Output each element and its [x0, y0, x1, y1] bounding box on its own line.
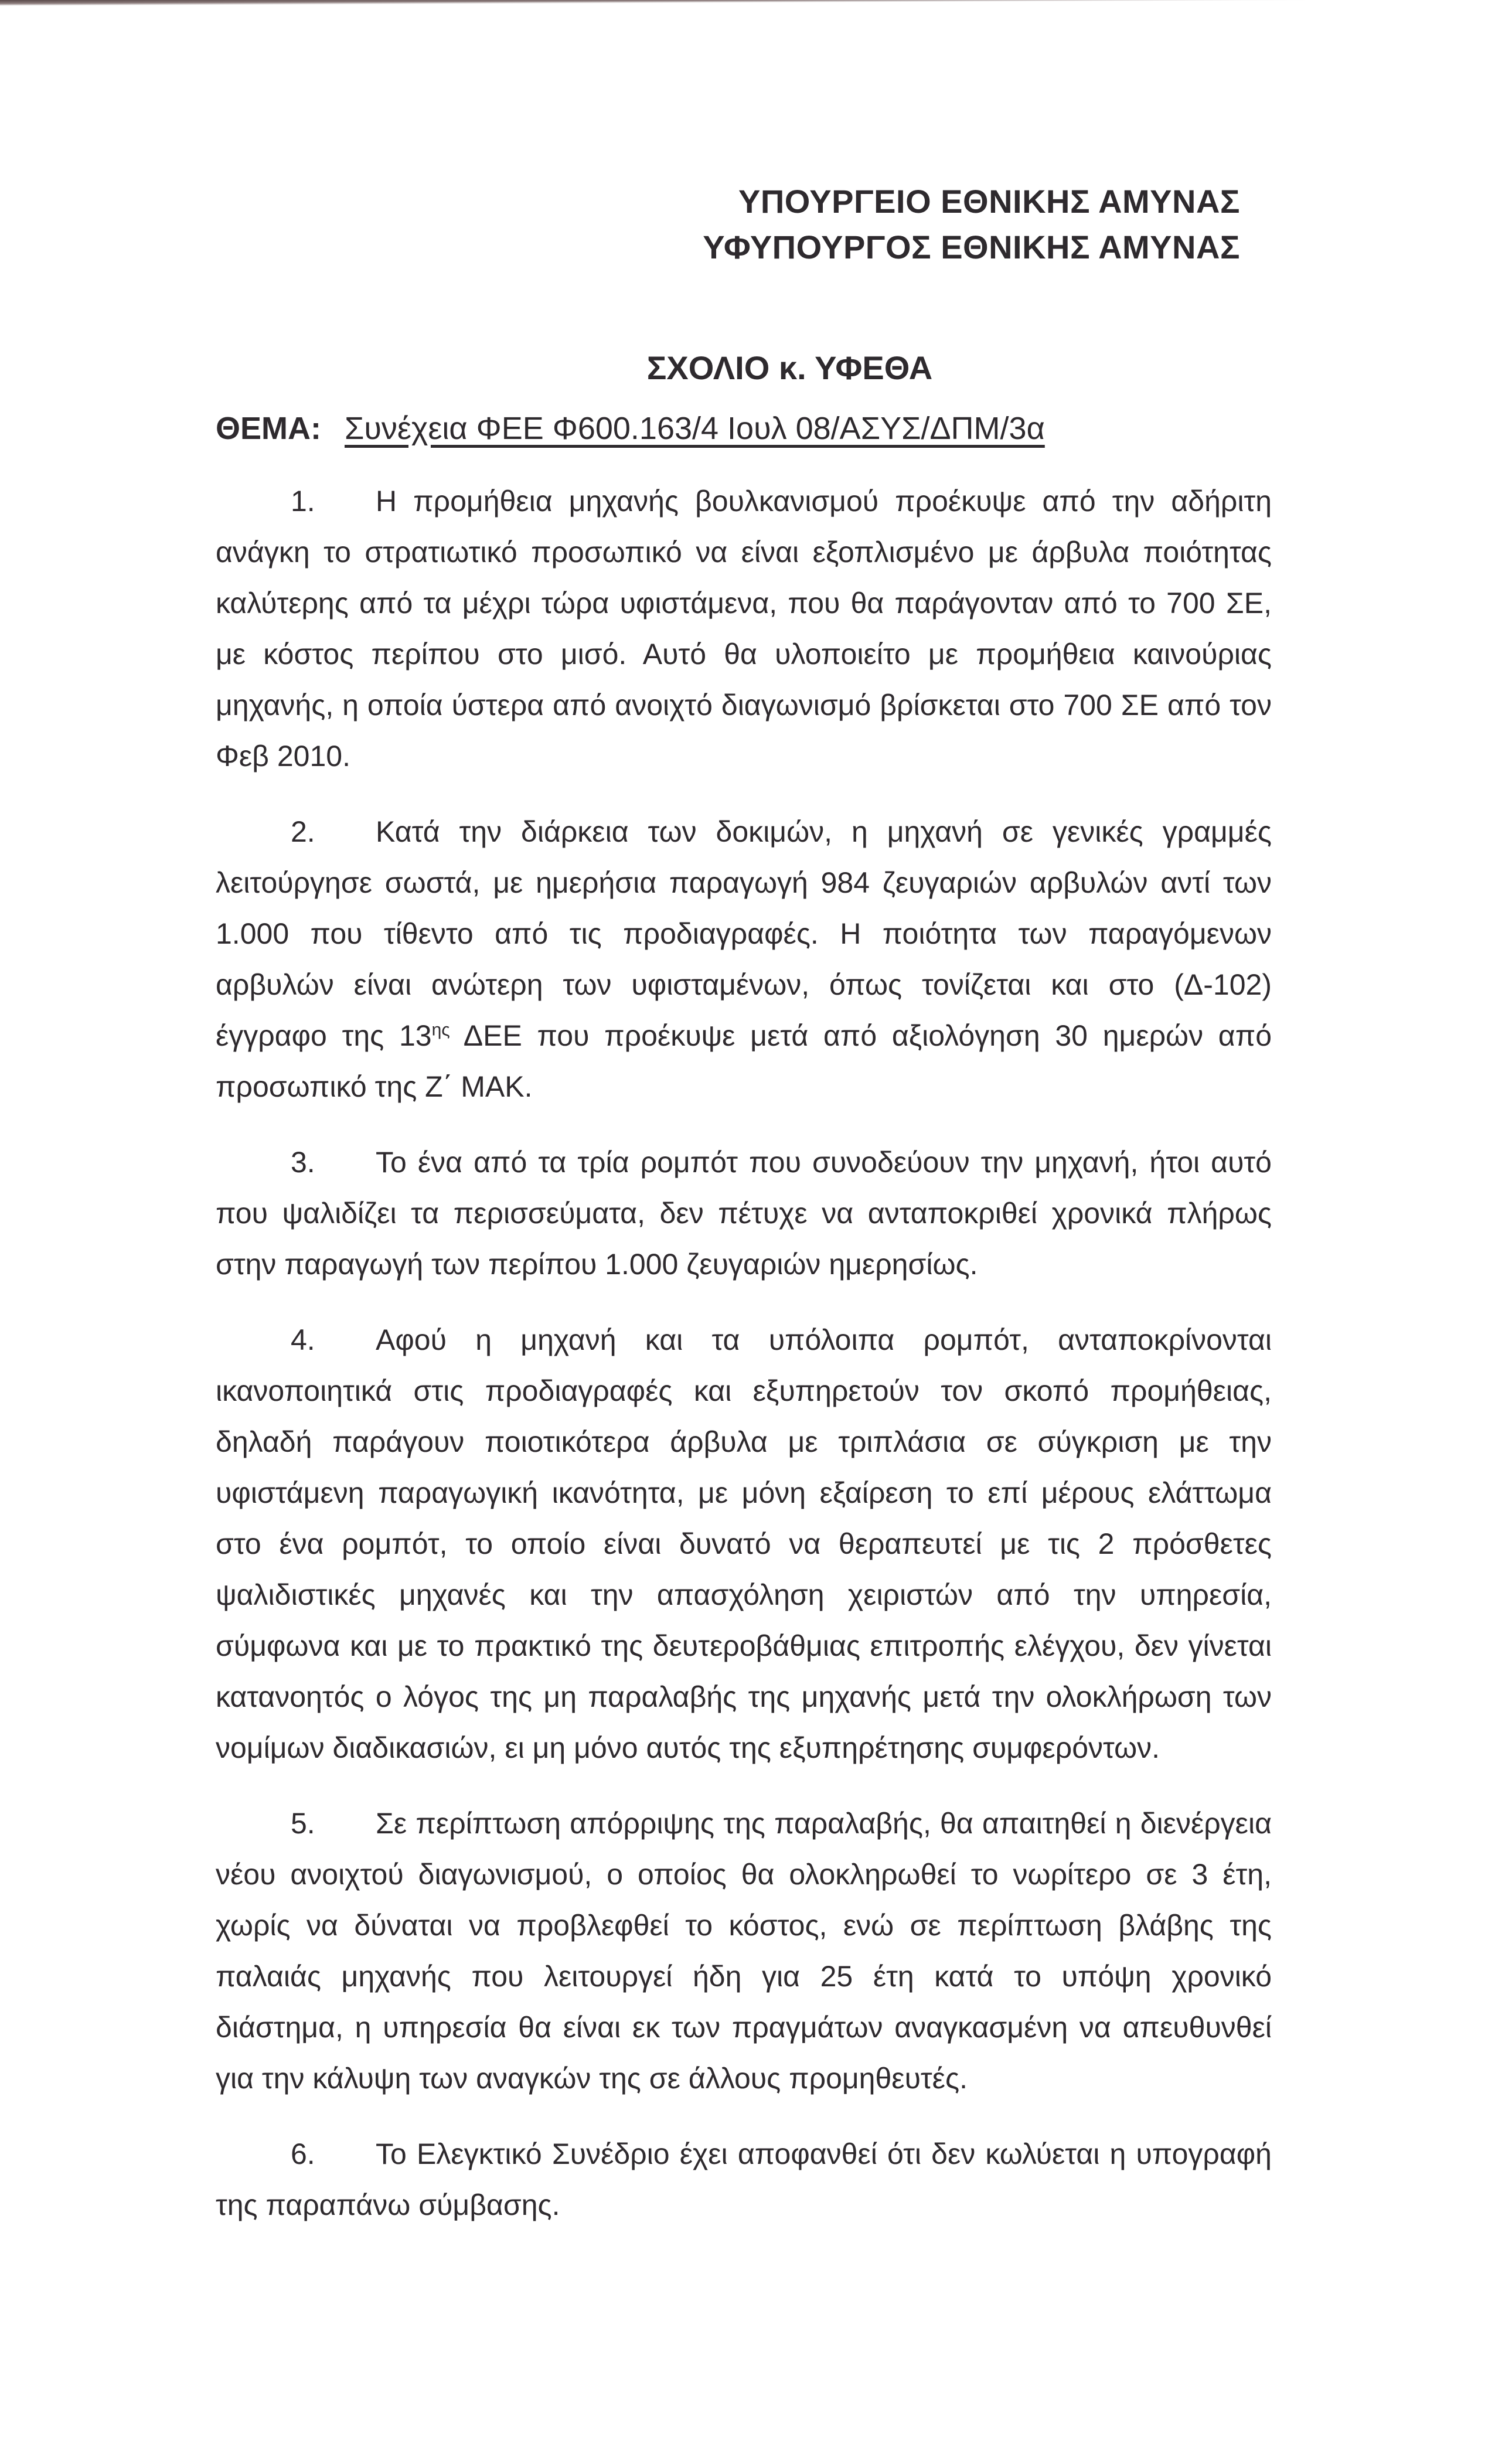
paragraph-text: Κατά την διάρκεια των δοκιμών, η μηχανή σε γενικές γραμμές λειτούργησε σωστά, με ημερήσια παραγωγή 984 ζευγαριών αρβυλών αντί των 1.000 που τίθεντο από τις προδιαγραφές. Η ποιότητα των παραγόμενων αρβυλών είναι ανώτερη των υφισταμένων, όπως τονίζεται και στο (Δ-102) έγγραφο της 13 [216, 815, 1272, 1052]
paragraph-text: Το Ελεγκτικό Συνέδριο έχει αποφανθεί ότι δεν κωλύεται η υπογραφή της παραπάνω σύμβασης. [216, 2138, 1272, 2221]
paragraph-2 [216, 806, 1272, 1112]
scan-top-edge [0, 0, 1495, 6]
ministry-name: ΥΠΟΥΡΓΕΙΟ ΕΘΝΙΚΗΣ ΑΜΥΝΑΣ [738, 183, 1240, 220]
paragraph-number: 2. [291, 815, 315, 848]
paragraph-text: Η προμήθεια μηχανής βουλκανισμού προέκυψε από την αδήριτη ανάγκη το στρατιωτικό προσωπικό να είναι εξοπλισμένο με άρβυλα ποιότητας καλύτερης από τα μέχρι τώρα υφιστάμενα, που θα παράγονταν από το 700 ΣΕ, με κόστος περίπου στο μισό. Αυτό θα υλοποιείτο με προμήθεια καινούριας μηχανής, η οποία ύστερα από ανοιχτό διαγωνισμό βρίσκεται στο 700 ΣΕ από τον Φεβ 2010. [216, 485, 1272, 772]
paragraph-number: 1. [291, 485, 315, 518]
paragraph-3 [216, 1137, 1272, 1290]
paragraph-5 [216, 1798, 1272, 2104]
subject-line [216, 410, 1045, 447]
subject-label: ΘΕΜΑ: [216, 411, 321, 446]
paragraph-text: Το ένα από τα τρία ρομπότ που συνοδεύουν την μηχανή, ήτοι αυτό που ψαλιδίζει τα περισσεύματα, δεν πέτυχε να ανταποκριθεί χρονικά πλήρως στην παραγωγή των περίπου 1.000 ζευγαριών ημερησίως. [216, 1146, 1272, 1281]
ordinal-superscript: ης [431, 1020, 450, 1040]
paragraph-text: Αφού η μηχανή και τα υπόλοιπα ρομπότ, ανταποκρίνονται ικανοποιητικά στις προδιαγραφές και εξυπηρετούν τον σκοπό προμήθειας, δηλαδή παράγουν ποιοτικότερα άρβυλα με τριπλάσια σε σύγκριση με την υφιστάμενη παραγωγική ικανότητα, με μόνη εξαίρεση το επί μέρους ελάττωμα στο ένα ρομπότ, το οποίο είναι δυνατό να θεραπευτεί με τις 2 πρόσθετες ψαλιδιστικές μηχανές και την απασχόληση χειριστών από την υπηρεσία, σύμφωνα και με το πρακτικό της δευτεροβάθμιας επιτροπής ελέγχου, δεν γίνεται κατανοητός ο λόγος της μη παραλαβής της μηχανής μετά την ολοκλήρωση των νομίμων διαδικασιών, ει μη μόνο αυτός της εξυπηρέτησης συμφερόντων. [216, 1323, 1272, 1764]
paragraph-number: 4. [291, 1323, 315, 1356]
document-title [0, 349, 1495, 387]
document-body [216, 476, 1272, 2255]
letterhead [703, 179, 1240, 270]
paragraph-6 [216, 2129, 1272, 2231]
paragraph-number: 6. [291, 2138, 315, 2170]
paragraph-text-continued: ΔΕΕ που προέκυψε μετά από αξιολόγηση 30 ημερών από προσωπικό της Ζ΄ ΜΑΚ. [216, 1019, 1272, 1103]
paragraph-1 [216, 476, 1272, 782]
deputy-minister-name: ΥΦΥΠΟΥΡΓΟΣ ΕΘΝΙΚΗΣ ΑΜΥΝΑΣ [703, 229, 1240, 266]
subject-value: Συνέχεια ΦΕΕ Φ600.163/4 Ιουλ 08/ΑΣΥΣ/ΔΠΜ/3α [344, 411, 1045, 446]
document-title-text: ΣΧΟΛΙΟ κ. ΥΦΕΘΑ [646, 349, 933, 386]
paragraph-text: Σε περίπτωση απόρριψης της παραλαβής, θα απαιτηθεί η διενέργεια νέου ανοιχτού διαγωνισμού, ο οποίος θα ολοκληρωθεί το νωρίτερο σε 3 έτη, χωρίς να δύναται να προβλεφθεί το κόστος, ενώ σε περίπτωση βλάβης της παλαιάς μηχανής που λειτουργεί ήδη για 25 έτη κατά το υπόψη χρονικό διάστημα, η υπηρεσία θα είναι εκ των πραγμάτων αναγκασμένη να απευθυνθεί για την κάλυψη των αναγκών της σε άλλους προμηθευτές. [216, 1807, 1272, 2095]
paragraph-number: 3. [291, 1146, 315, 1179]
paragraph-4 [216, 1315, 1272, 1774]
paragraph-number: 5. [291, 1807, 315, 1840]
